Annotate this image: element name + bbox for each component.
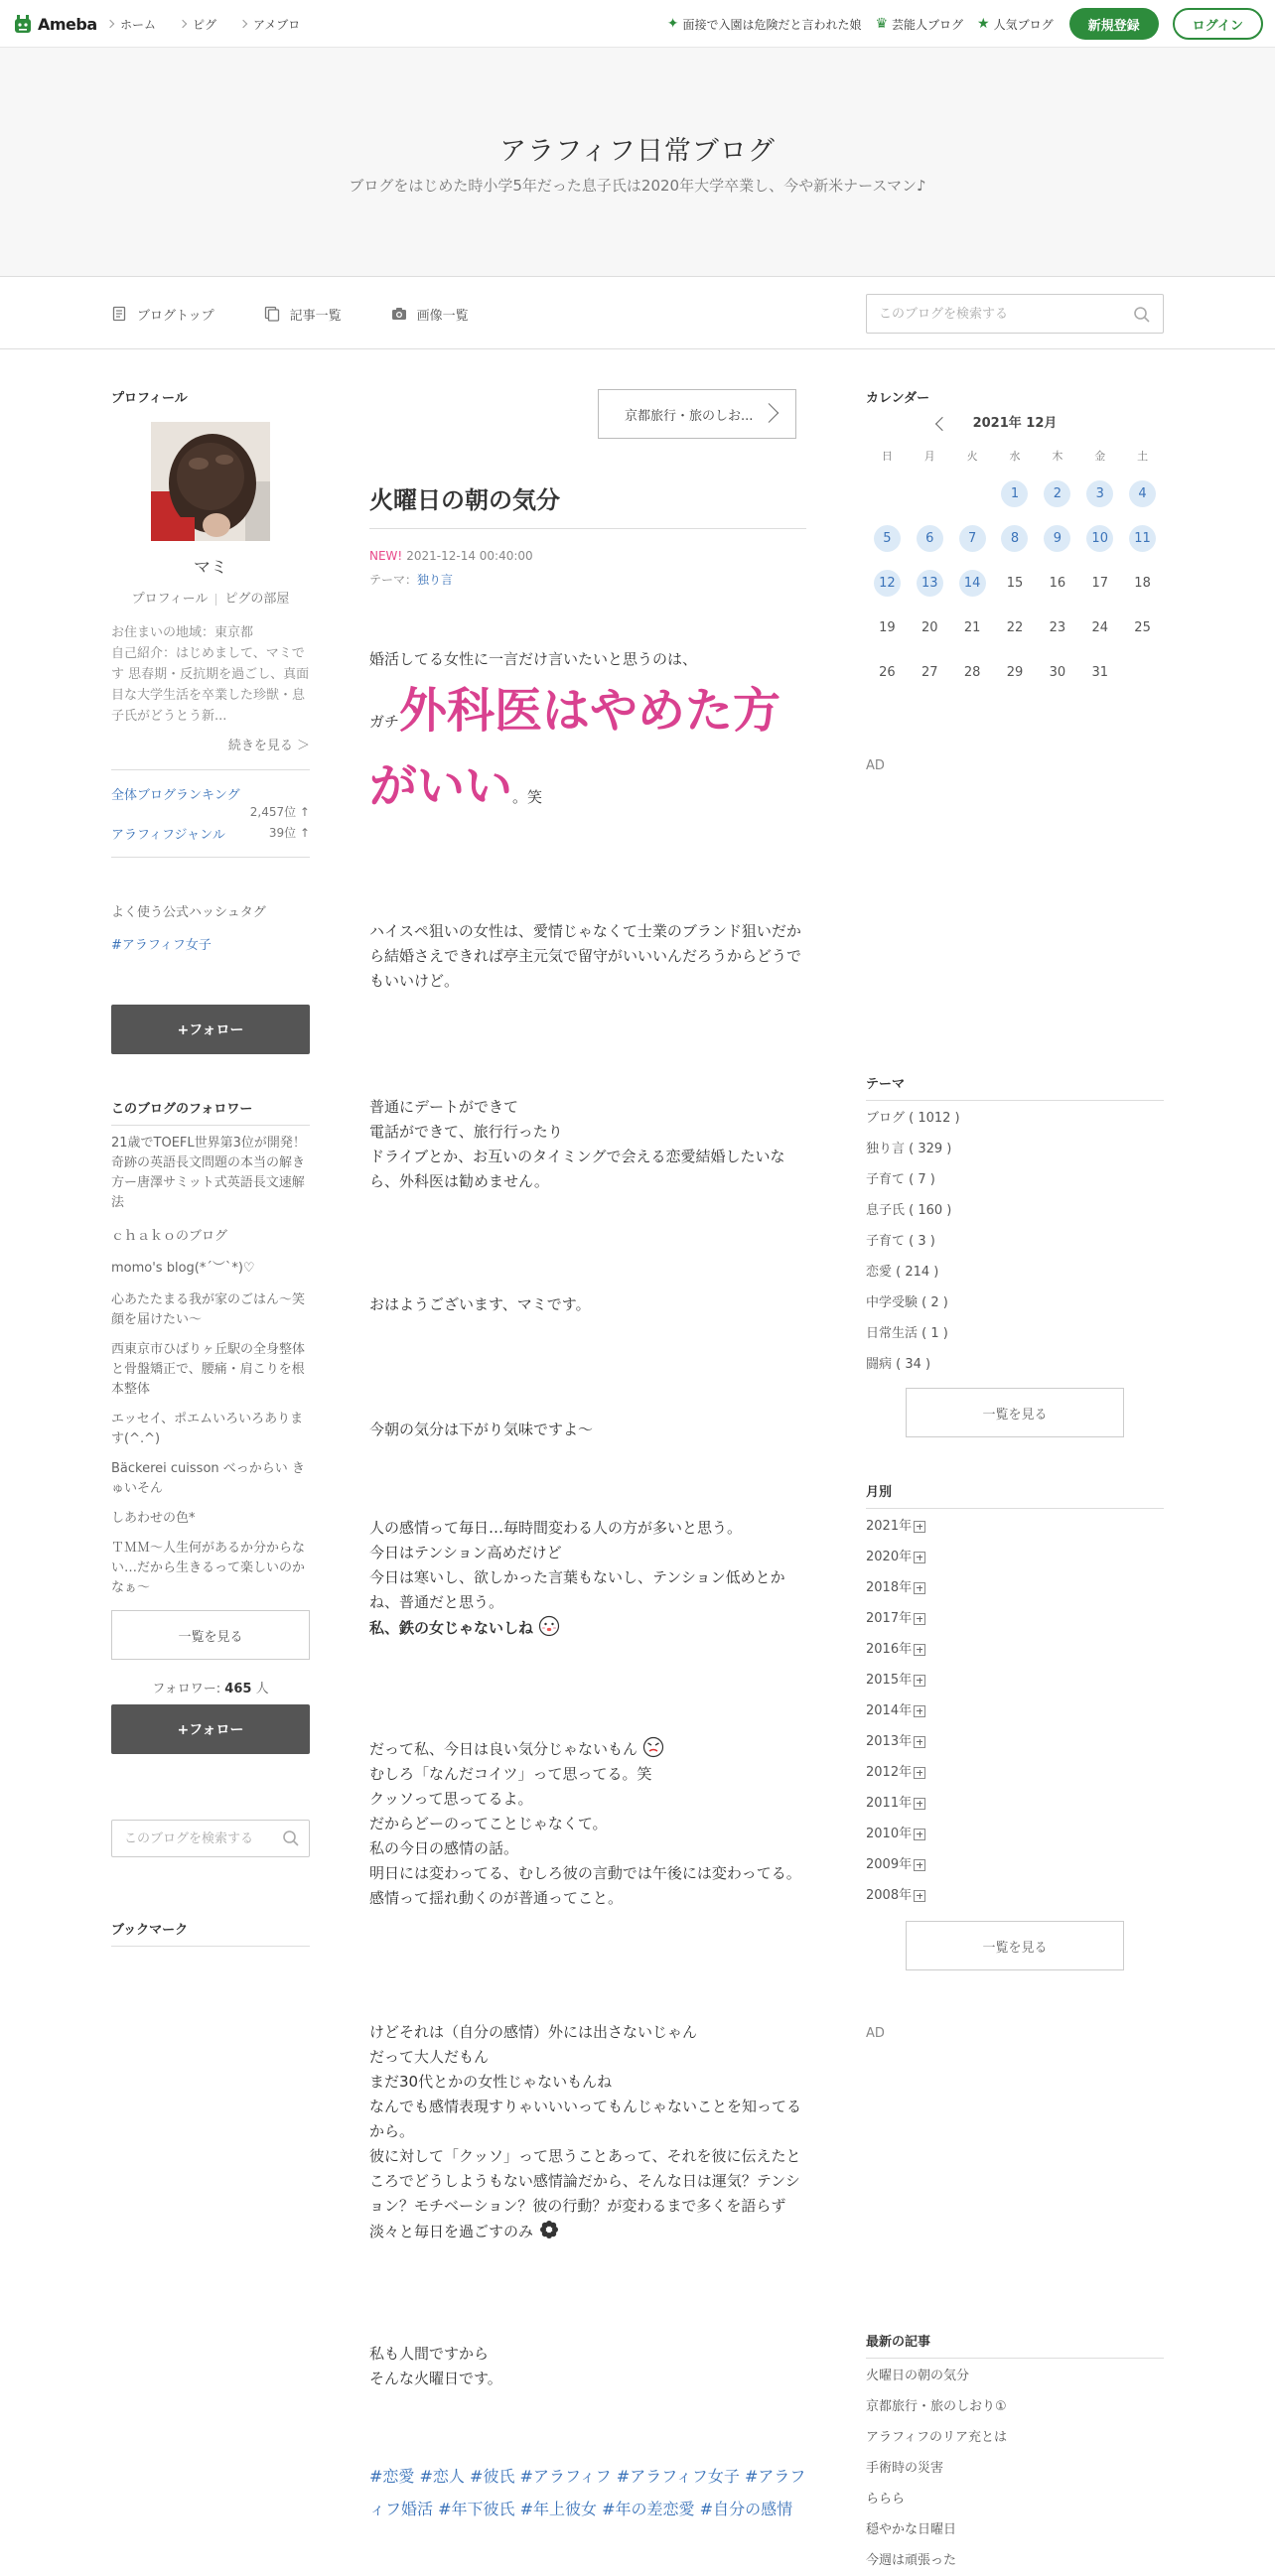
profile-more-link[interactable]: 続きを見る ＞ xyxy=(111,735,310,770)
chevron-left-icon[interactable] xyxy=(935,417,949,431)
month-archive-item[interactable] xyxy=(866,1511,1164,1542)
search-icon[interactable] xyxy=(1133,306,1151,324)
follower-item[interactable]: 21歳でTOEFL世界第3位が開発！奇跡の英語長文問題の本当の解き方ー唐澤サミット式英語長文速解法 xyxy=(111,1136,306,1210)
recent-article-item[interactable]: 火曜日の朝の気分 xyxy=(866,2369,970,2383)
themes-list-button[interactable]: 一覧を見る xyxy=(906,1388,1124,1437)
featured-link-label: 面接で入園は危険だと言われた娘 xyxy=(682,17,862,32)
calendar-day-number: 23 xyxy=(1049,620,1066,635)
month-archive-item[interactable] xyxy=(866,1542,1164,1572)
month-archive-item[interactable] xyxy=(866,1572,1164,1603)
global-nav xyxy=(107,0,300,48)
hashtag-link[interactable]: #恋愛 xyxy=(369,2467,415,2486)
calendar-day xyxy=(994,650,1037,695)
calendar-day-number: 3 xyxy=(1086,480,1113,507)
article-paragraph-block xyxy=(369,1736,806,1911)
article-paragraph-block xyxy=(369,1516,806,1641)
highlight-suffix: 。笑 xyxy=(512,788,543,806)
follow-button[interactable]: +フォロー xyxy=(111,1005,310,1054)
global-header xyxy=(0,0,1275,48)
hashtag-link[interactable]: #年の差恋愛 xyxy=(602,2500,695,2518)
expand-plus-icon[interactable] xyxy=(914,1552,925,1563)
calendar-day-with-post[interactable] xyxy=(994,472,1037,516)
month-archive-label: 2013年 xyxy=(866,1734,913,1749)
highlight-prefix: ガチ xyxy=(369,713,400,731)
blog-search xyxy=(866,294,1164,334)
calendar-day xyxy=(951,606,994,650)
expand-plus-icon[interactable] xyxy=(914,1521,925,1533)
calendar-day-number: 27 xyxy=(921,665,938,680)
followers-list-button[interactable]: 一覧を見る xyxy=(111,1610,310,1660)
article-paragraph: おはようございます、マミです。 xyxy=(369,1295,591,1313)
blog-header xyxy=(0,48,1275,277)
months-heading: 月別 xyxy=(866,1481,1164,1509)
calendar-day-number: 13 xyxy=(917,570,943,597)
expand-plus-icon[interactable] xyxy=(914,1705,925,1717)
document-icon xyxy=(111,306,127,322)
calendar-weekday: 金 xyxy=(1094,450,1106,463)
menu-blog-top-label: ブログトップ xyxy=(137,308,214,324)
featured-link[interactable] xyxy=(667,16,862,33)
theme-item[interactable]: ブログ ( 1012 ) xyxy=(866,1111,960,1126)
theme-link[interactable]: 独り言 xyxy=(417,573,454,587)
recent-article-item[interactable]: 穏やかな日曜日 xyxy=(866,2522,957,2537)
article-line: だって私、今日は良い気分じゃないもん xyxy=(369,1740,638,1758)
calendar-day-with-post[interactable] xyxy=(1121,516,1164,561)
recent-article-item[interactable]: ららら xyxy=(866,2492,906,2507)
month-archive-label: 2017年 xyxy=(866,1611,913,1626)
month-archive-label: 2011年 xyxy=(866,1796,913,1811)
calendar-day-number: 18 xyxy=(1134,576,1151,591)
theme-item[interactable]: 息子氏 ( 160 ) xyxy=(866,1203,952,1218)
popular-blog-link[interactable] xyxy=(977,16,1054,33)
expand-plus-icon[interactable] xyxy=(914,1675,925,1687)
calendar-grid xyxy=(866,442,1164,695)
sparkle-icon: ✦ xyxy=(666,16,679,32)
calendar-day-with-post[interactable] xyxy=(951,561,994,606)
calendar-day-number: 17 xyxy=(1091,576,1108,591)
menu-image-list[interactable] xyxy=(391,305,469,324)
blog-search-input[interactable] xyxy=(867,295,1163,333)
right-sidebar xyxy=(866,387,1164,2576)
recent-list xyxy=(866,2361,1164,2576)
sidebar-search xyxy=(111,1820,310,1857)
calendar-day-number: 16 xyxy=(1049,576,1066,591)
calendar-day-number: 28 xyxy=(963,665,981,680)
calendar-day-number: 31 xyxy=(1091,665,1108,680)
calendar-day-with-post[interactable] xyxy=(1036,516,1078,561)
hashtag-list xyxy=(369,2460,806,2525)
follower-item[interactable]: ＴＭＭ～人生何があるか分からない…だから生きるって楽しいのかなぁ～ xyxy=(111,1541,306,1595)
follower-item[interactable]: 心あたたまる我が家のごはん〜笑顔を届けたい〜 xyxy=(111,1292,306,1327)
calendar-day xyxy=(951,650,994,695)
calendar-day-number: 19 xyxy=(879,620,896,635)
left-sidebar xyxy=(111,387,310,1947)
genre-ranking-value: 39位 ↑ xyxy=(268,826,310,840)
calendar-day-with-post[interactable] xyxy=(994,516,1037,561)
calendar-heading: カレンダー xyxy=(866,391,930,406)
article-date: 2021-12-14 00:40:00 xyxy=(406,549,533,563)
follower-count-label: フォロワー: xyxy=(152,1682,225,1696)
calendar-month: 2021年 12月 xyxy=(972,416,1058,431)
profile-name: マミ xyxy=(194,558,227,578)
article-paragraph: ハイスペ狙いの女性は、愛情じゃなくて士業のブランド狙いだから結婚さえできれば亭主元気で留守がいいいんだろうからどうでもいいけど。 xyxy=(369,922,802,990)
profile-link[interactable]: プロフィール xyxy=(131,592,209,607)
article-highlight xyxy=(369,673,806,824)
calendar-day-number: 9 xyxy=(1044,525,1070,552)
expand-plus-icon[interactable] xyxy=(914,1829,925,1840)
calendar-day-number: 7 xyxy=(959,525,986,552)
angry-face-icon xyxy=(642,1736,664,1758)
expand-plus-icon[interactable] xyxy=(914,1767,925,1779)
calendar-day-with-post[interactable] xyxy=(1078,516,1121,561)
signup-button[interactable]: 新規登録 xyxy=(1069,8,1159,40)
copy-icon xyxy=(264,306,280,322)
previous-article-link[interactable] xyxy=(598,389,796,439)
month-archive-item[interactable] xyxy=(866,1880,1164,1911)
follower-item[interactable]: ｃｈａｋｏのブログ xyxy=(111,1229,228,1244)
star-icon: ★ xyxy=(977,16,990,32)
genre-ranking-link[interactable]: アラフィフジャンル xyxy=(111,828,225,843)
calendar-day-with-post[interactable] xyxy=(1121,472,1164,516)
bookmark-heading: ブックマーク xyxy=(111,1919,310,1947)
divider xyxy=(215,594,216,606)
follower-item[interactable]: Bäckerei cuisson べっからい きゅいそん xyxy=(111,1461,305,1496)
calendar-day xyxy=(1078,650,1121,695)
popular-blog-label: 人気ブログ xyxy=(993,17,1054,32)
follower-item[interactable]: しあわせの色* xyxy=(111,1511,196,1526)
hashtag-link[interactable]: #アラフィフ女子 xyxy=(111,938,212,953)
calendar-day-number: 6 xyxy=(917,525,943,552)
article-paragraph: むしろ「なんだコイツ」って思ってる。笑 クッソって思ってるよ。 だからどーのってことじゃなくて。 私の今日の感情の話。 明日には変わってる、むしろ彼の言動では午後には変わってる。感情って揺れ動くのが普通ってこと。 xyxy=(369,1765,801,1907)
calendar-weekday: 月 xyxy=(923,450,935,463)
calendar-blank xyxy=(866,472,909,516)
divider xyxy=(111,857,310,858)
theme-item[interactable]: 恋愛 ( 214 ) xyxy=(866,1265,939,1280)
article-paragraph: 普通にデートができて 電話ができて、旅行行ったり ドライブとか、お互いのタイミングで会える恋愛結婚したいなら、外科医は勧めません。 xyxy=(369,1098,785,1190)
nav-pigg[interactable]: ピグ xyxy=(180,16,216,33)
themes-list xyxy=(866,1103,1164,1380)
calendar-day-number: 24 xyxy=(1091,620,1108,635)
calendar-day-number: 15 xyxy=(1006,576,1024,591)
calendar-day-number: 21 xyxy=(963,620,981,635)
followers-heading: このブログのフォロワー xyxy=(111,1098,310,1126)
recent-article-item[interactable]: アラフィフのリア充とは xyxy=(866,2430,1007,2445)
hashtag-link[interactable]: #アラフィフ女子 xyxy=(616,2467,740,2486)
theme-item[interactable]: 闘病 ( 34 ) xyxy=(866,1357,931,1372)
hashtag-link[interactable]: #アラフィフ xyxy=(519,2467,612,2486)
calendar-day xyxy=(994,561,1037,606)
calendar-day-number: 2 xyxy=(1044,480,1070,507)
month-archive-label: 2015年 xyxy=(866,1673,913,1688)
calendar-day-number: 30 xyxy=(1049,665,1066,680)
divider xyxy=(369,528,806,529)
calendar-weekday: 水 xyxy=(1009,450,1021,463)
search-icon[interactable] xyxy=(282,1830,300,1847)
pout-face-icon xyxy=(538,1615,560,1637)
month-archive-label: 2010年 xyxy=(866,1827,913,1841)
article-paragraph: けどそれは（自分の感情）外には出さないじゃん だって大人だもん まだ30代とかの女性じゃないもんね なんでも感情表現すりゃいいいってもんじゃないことを知ってるから。 彼に対して「クッソ」って思うことあって、それを彼に伝えたところでどうしようもない感情論だから、そんな日は運気？テンション？モチベーション？彼の行動？が変わるまで多くを語らず淡々と毎日を過ごすのみ xyxy=(369,2023,802,2240)
ameba-logo-icon xyxy=(12,13,34,35)
hashtag-link[interactable]: #彼氏 xyxy=(470,2467,515,2486)
crown-icon: ♛ xyxy=(875,16,889,32)
month-archive-label: 2014年 xyxy=(866,1703,913,1718)
expand-plus-icon[interactable] xyxy=(914,1613,925,1625)
follower-item[interactable]: 西東京市ひばりヶ丘駅の全身整体と骨盤矯正で、腰痛・肩こりを根本整体 xyxy=(111,1342,306,1397)
calendar-blank xyxy=(909,472,951,516)
month-archive-label: 2021年 xyxy=(866,1519,913,1534)
month-archive-item[interactable] xyxy=(866,1819,1164,1849)
article-theme xyxy=(369,571,453,588)
recent-article-item[interactable]: 今週は頑張った xyxy=(866,2553,957,2568)
article-paragraph: 私も人間ですから そんな火曜日です。 xyxy=(369,2345,502,2387)
expand-plus-icon[interactable] xyxy=(914,1582,925,1594)
calendar-day xyxy=(909,606,951,650)
theme-label: テーマ： xyxy=(369,573,418,587)
menu-article-list[interactable] xyxy=(264,305,342,324)
avatar[interactable] xyxy=(151,422,270,541)
theme-item[interactable]: 子育て ( 7 ) xyxy=(866,1172,935,1187)
calendar-day xyxy=(994,606,1037,650)
recent-heading: 最新の記事 xyxy=(866,2331,1164,2359)
month-archive-label: 2009年 xyxy=(866,1857,913,1872)
calendar-day xyxy=(1078,606,1121,650)
calendar-header xyxy=(866,412,1164,438)
calendar-weekday: 日 xyxy=(881,450,893,463)
calendar-weekday: 木 xyxy=(1052,450,1063,463)
login-button[interactable]: ログイン xyxy=(1173,8,1263,40)
calendar-day xyxy=(1121,561,1164,606)
month-archive-item[interactable] xyxy=(866,1726,1164,1757)
calendar-blank xyxy=(951,472,994,516)
calendar-day-number: 1 xyxy=(1001,480,1028,507)
months-list xyxy=(866,1511,1164,1911)
calendar-day-number: 11 xyxy=(1129,525,1156,552)
hashtag-link[interactable]: #アラフィフ婚活 xyxy=(369,2467,806,2518)
theme-item[interactable]: 独り言 ( 329 ) xyxy=(866,1142,952,1156)
overall-ranking-link[interactable]: 全体ブログランキング xyxy=(111,788,240,803)
expand-plus-icon[interactable] xyxy=(914,1890,925,1902)
calendar-day xyxy=(1036,561,1078,606)
calendar-day-number: 14 xyxy=(959,570,986,597)
previous-article-title: 京都旅行・旅のしお... xyxy=(625,408,754,424)
header-right xyxy=(667,0,1263,48)
months-list-button[interactable]: 一覧を見る xyxy=(906,1921,1124,1970)
month-archive-label: 2020年 xyxy=(866,1550,913,1564)
calendar-day-number: 8 xyxy=(1001,525,1028,552)
follower-count-unit: 人 xyxy=(251,1682,269,1696)
month-archive-item[interactable] xyxy=(866,1634,1164,1665)
calendar-day xyxy=(866,606,909,650)
article-bold-line: 私、鉄の女じゃないしね xyxy=(369,1619,534,1637)
theme-item[interactable]: 子育て ( 3 ) xyxy=(866,1234,935,1249)
article-paragraph: 婚活してる女性に一言だけ言いたいと思うのは、 xyxy=(369,650,698,668)
highlight-text: 外科医はやめた方がいい xyxy=(369,683,781,814)
menu-image-list-label: 画像一覧 xyxy=(416,308,469,324)
calendar-day-with-post[interactable] xyxy=(866,561,909,606)
menu-blog-top[interactable] xyxy=(111,305,214,324)
celebrity-blog-label: 芸能人ブログ xyxy=(892,17,964,32)
camera-icon xyxy=(391,306,407,322)
blog-menu xyxy=(0,278,1275,349)
hashtag-heading: よく使う公式ハッシュタグ xyxy=(111,905,266,920)
calendar-day xyxy=(1078,561,1121,606)
follower-count xyxy=(111,1678,310,1696)
overall-ranking-value: 2,457位 ↑ xyxy=(249,805,310,819)
ad-label: AD xyxy=(866,758,885,773)
flower-icon xyxy=(538,2219,560,2240)
month-archive-item[interactable] xyxy=(866,1665,1164,1695)
calendar-day-number: 12 xyxy=(874,570,901,597)
hashtag-link[interactable]: #年上彼女 xyxy=(519,2500,598,2518)
recent-article-item[interactable]: 手術時の災害 xyxy=(866,2461,944,2476)
article-paragraph-block xyxy=(369,2020,806,2244)
followers-list xyxy=(111,1134,310,1598)
expand-plus-icon[interactable] xyxy=(914,1736,925,1748)
follower-count-value: 465 xyxy=(224,1682,252,1696)
month-archive-item[interactable] xyxy=(866,1788,1164,1819)
calendar-day-number: 25 xyxy=(1134,620,1151,635)
calendar-day-number: 10 xyxy=(1086,525,1113,552)
calendar-day-with-post[interactable] xyxy=(866,516,909,561)
calendar-day xyxy=(866,650,909,695)
nav-home[interactable]: ホーム xyxy=(107,16,156,33)
ameba-logo[interactable] xyxy=(12,12,97,36)
new-badge: NEW! xyxy=(369,549,403,563)
nav-ameblo[interactable]: アメブロ xyxy=(240,16,300,33)
sidebar-search-input[interactable] xyxy=(112,1821,309,1856)
celebrity-blog-link[interactable] xyxy=(875,16,963,33)
hashtag-link[interactable]: #自分の感情 xyxy=(699,2500,793,2518)
calendar-day-with-post[interactable] xyxy=(909,561,951,606)
month-archive-label: 2018年 xyxy=(866,1580,913,1595)
theme-item[interactable]: 日常生活 ( 1 ) xyxy=(866,1326,948,1341)
calendar-day-number: 22 xyxy=(1006,620,1024,635)
article-paragraph: 今朝の気分は下がり気味ですよ〜 xyxy=(369,1421,594,1438)
follow-button-bottom[interactable]: +フォロー xyxy=(111,1704,310,1754)
expand-plus-icon[interactable] xyxy=(914,1644,925,1656)
month-archive-item[interactable] xyxy=(866,1849,1164,1880)
menu-article-list-label: 記事一覧 xyxy=(289,308,342,324)
blog-description: ブログをはじめた時小学5年だった息子氏は2020年大学卒業し、今や新米ナースマン♪ xyxy=(349,177,926,195)
month-archive-item[interactable] xyxy=(866,1695,1164,1726)
month-archive-item[interactable] xyxy=(866,1603,1164,1634)
expand-plus-icon[interactable] xyxy=(914,1859,925,1871)
hashtag-link[interactable]: #恋人 xyxy=(419,2467,465,2486)
calendar-weekday: 土 xyxy=(1137,450,1149,463)
calendar-day xyxy=(1121,606,1164,650)
hashtag-link[interactable]: #年下彼氏 xyxy=(438,2500,515,2518)
themes-heading: テーマ xyxy=(866,1073,1164,1101)
ameba-logo-text: Ameba xyxy=(38,14,97,34)
month-archive-label: 2016年 xyxy=(866,1642,913,1657)
calendar-day-number: 4 xyxy=(1129,480,1156,507)
month-archive-item[interactable] xyxy=(866,1757,1164,1788)
calendar-day-with-post[interactable] xyxy=(1036,472,1078,516)
calendar-day-number: 29 xyxy=(1006,665,1024,680)
chevron-right-icon xyxy=(759,403,779,423)
follower-item[interactable]: エッセイ、ポエムいろいろあります(^.^) xyxy=(111,1412,304,1446)
calendar-day-with-post[interactable] xyxy=(1078,472,1121,516)
profile-heading: プロフィール xyxy=(111,391,188,406)
profile-bio: お住まいの地域：東京都 自己紹介：はじめまして、マミです 思春期・反抗期を過ごし、真面目な大学生活を卒業した珍獣・息子氏がどうとう新... xyxy=(111,625,310,724)
calendar-day-number: 20 xyxy=(921,620,938,635)
article-title[interactable]: 火曜日の朝の気分 xyxy=(369,486,560,514)
month-archive-label: 2008年 xyxy=(866,1888,913,1903)
ad-label: AD xyxy=(866,2026,885,2041)
calendar-day xyxy=(1036,650,1078,695)
expand-plus-icon[interactable] xyxy=(914,1798,925,1810)
follower-item[interactable]: momo's blog(*´︶`*)♡ xyxy=(111,1261,255,1276)
calendar-day-number: 5 xyxy=(874,525,901,552)
month-archive-label: 2012年 xyxy=(866,1765,913,1780)
calendar-day-with-post[interactable] xyxy=(909,516,951,561)
blog-title[interactable]: アラフィフ日常ブログ xyxy=(499,136,776,167)
article-paragraph: 人の感情って毎日…毎時間変わる人の方が多いと思う。 今日はテンション高めだけど 今日は寒いし、欲しかった言葉もないし、テンション低めとかね、普通だと思う。 xyxy=(369,1519,785,1611)
recent-article-item[interactable]: 京都旅行・旅のしおり① xyxy=(866,2399,1007,2414)
calendar-day xyxy=(909,650,951,695)
avatar-image xyxy=(151,422,270,541)
calendar-day-number: 26 xyxy=(879,665,896,680)
article-meta xyxy=(369,549,533,563)
profile-links xyxy=(111,588,310,607)
pigg-room-link[interactable]: ピグの部屋 xyxy=(224,592,290,607)
theme-item[interactable]: 中学受験 ( 2 ) xyxy=(866,1295,948,1310)
calendar-weekday: 火 xyxy=(966,450,978,463)
calendar-day xyxy=(1036,606,1078,650)
calendar-day-with-post[interactable] xyxy=(951,516,994,561)
